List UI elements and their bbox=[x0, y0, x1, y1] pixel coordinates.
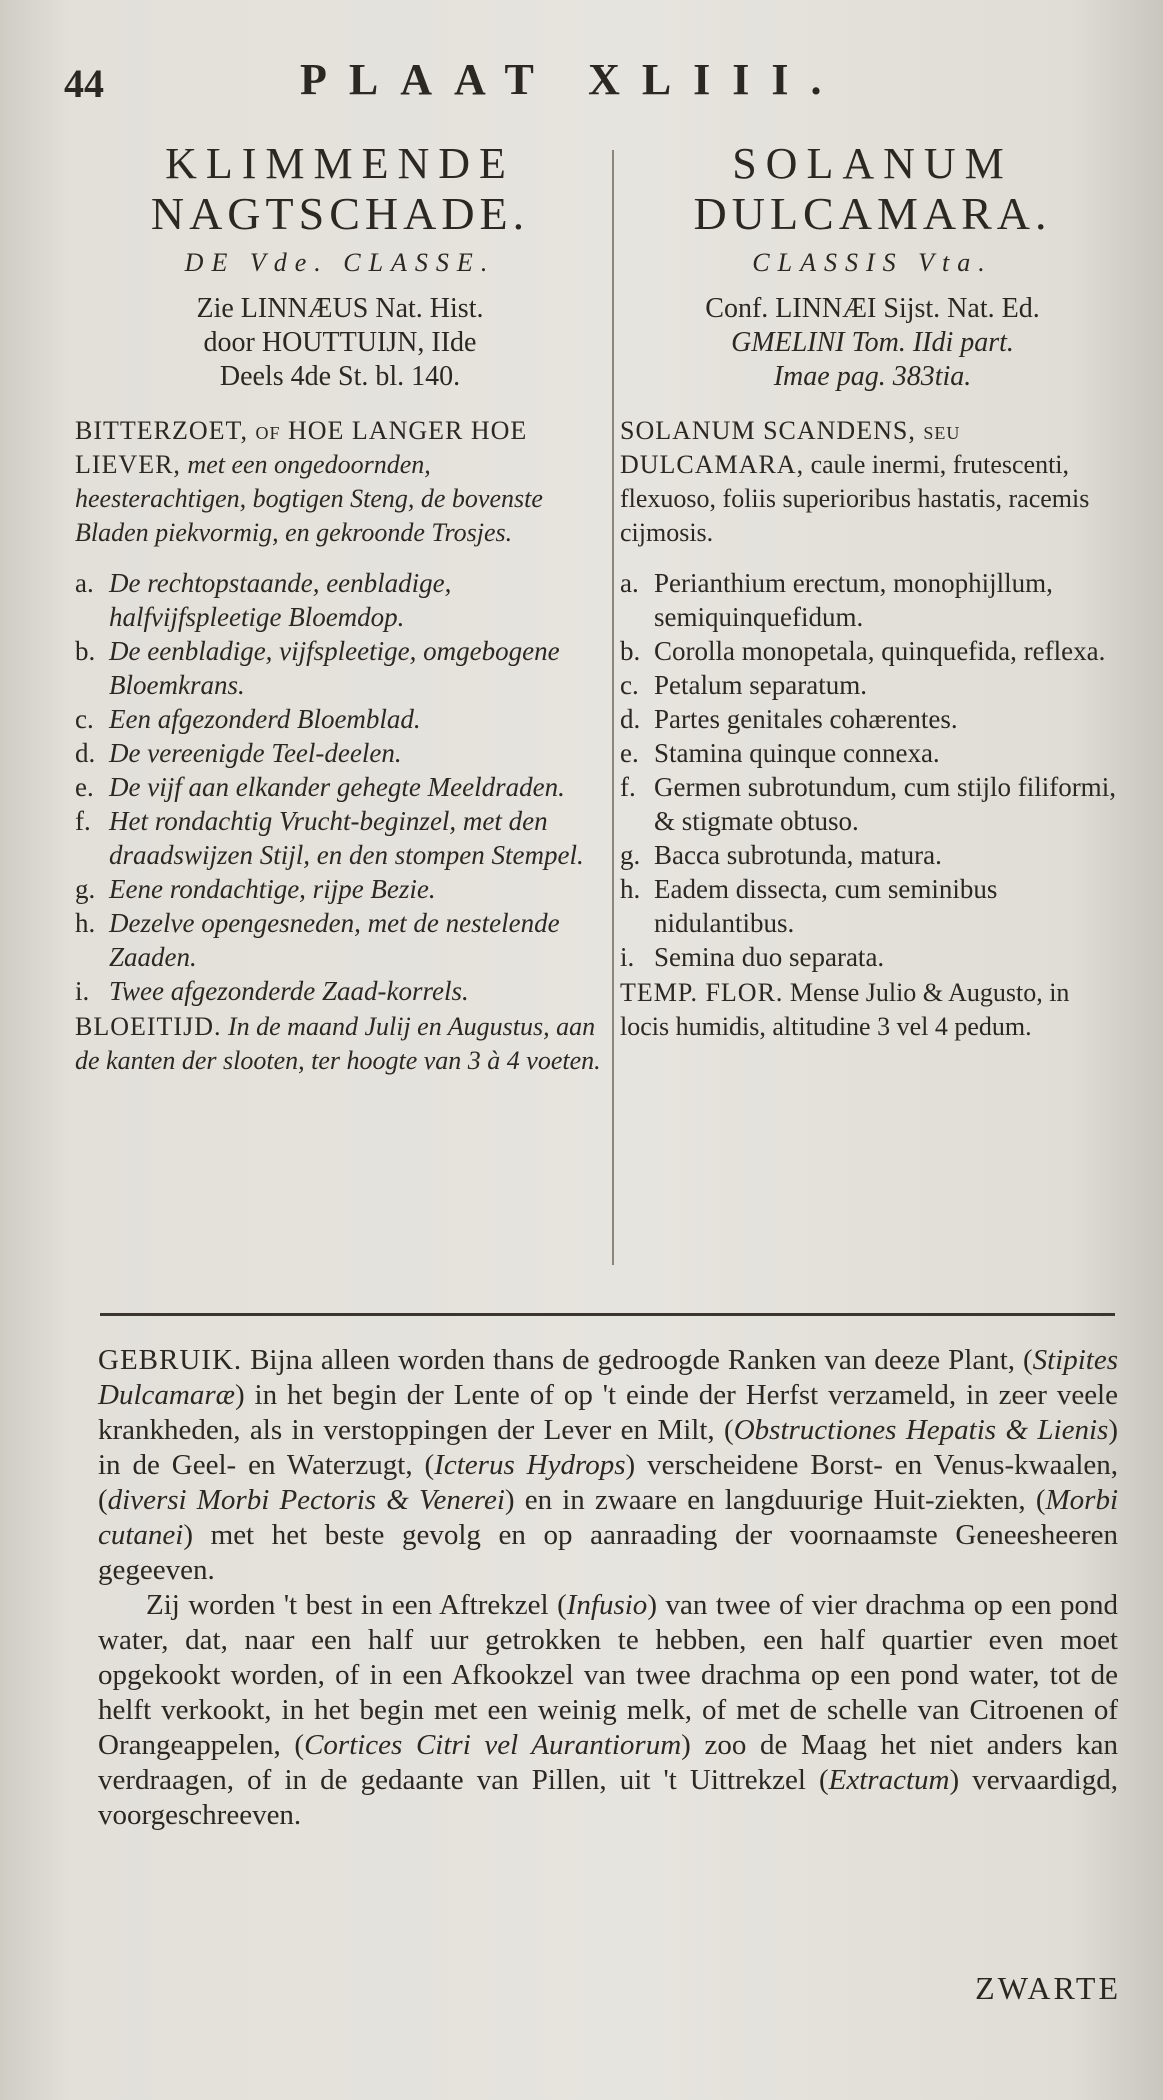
usage-text: ) vervaardigd, voorgeschreeven. bbox=[98, 1764, 1118, 1831]
item-label: e. bbox=[75, 772, 94, 802]
usage-text: ) zoo de Maag het niet anders kan verdraagen, of in de gedaante van Pillen, uit 't Uittrekzel ( bbox=[98, 1729, 1118, 1796]
latin-term: Obstructiones Hepatis & Lienis bbox=[733, 1414, 1109, 1446]
list-item bbox=[75, 736, 605, 770]
dutch-reference-line2: door HOUTTUIJN, IIde bbox=[203, 327, 477, 358]
latin-term: diversi Morbi Pectoris & Venerei bbox=[107, 1484, 505, 1516]
item-text: Corolla monopetala, quinquefida, reflexa. bbox=[654, 636, 1106, 666]
dutch-reference-line1: Zie LINNÆUS Nat. Hist. bbox=[196, 293, 484, 324]
latin-description bbox=[620, 414, 1125, 550]
flowering-label: BLOEITIJD. bbox=[75, 1012, 222, 1041]
item-text: Een afgezonderd Bloemblad. bbox=[109, 704, 421, 734]
usage-label: GEBRUIK. bbox=[98, 1344, 243, 1376]
list-item bbox=[620, 566, 1125, 634]
list-item bbox=[75, 566, 605, 634]
item-label: f. bbox=[75, 806, 91, 836]
latin-term: Infusio bbox=[566, 1589, 648, 1621]
item-text: Stamina quinque connexa. bbox=[654, 738, 940, 768]
item-text: Eadem dissecta, cum seminibus nidulantibus. bbox=[654, 874, 998, 938]
usage-text: Bijna alleen worden thans de gedroogde Ranken van deeze Plant, ( bbox=[242, 1344, 1033, 1376]
item-label: d. bbox=[75, 738, 96, 768]
latin-column bbox=[620, 140, 1125, 1044]
list-item bbox=[75, 634, 605, 702]
item-label: b. bbox=[620, 636, 641, 666]
dutch-name-line2: NAGTSCHADE. bbox=[150, 188, 530, 239]
column-divider bbox=[612, 150, 614, 1265]
item-text: Het rondachtig Vrucht-beginzel, met den draadswijzen Stijl, en den stompen Stempel. bbox=[109, 806, 584, 870]
plate-title: PLAAT XLIII. bbox=[300, 55, 844, 104]
catchword: ZWARTE bbox=[975, 1970, 1121, 2006]
dutch-reference-line3: Deels 4de St. bl. 140. bbox=[219, 361, 461, 392]
item-label: c. bbox=[620, 670, 639, 700]
item-text: Perianthium erectum, monophijllum, semiquinquefidum. bbox=[654, 568, 1053, 632]
list-item bbox=[75, 906, 605, 974]
item-label: f. bbox=[620, 772, 636, 802]
latin-figure-list bbox=[620, 566, 1125, 974]
dutch-description-text: met een ongedoornden, heesterachtigen, bogtigen Steng, de bovenste Bladen piekvormig, en gekroonde Trosjes. bbox=[75, 450, 543, 547]
dutch-description-lead: BITTERZOET, of HOE LANGER HOE LIEVER, bbox=[75, 416, 528, 479]
usage-text: ) in de Geel- en Waterzugt, ( bbox=[98, 1414, 1118, 1481]
latin-term: Icterus Hydrops bbox=[434, 1449, 626, 1481]
item-label: a. bbox=[620, 568, 639, 598]
item-label: i. bbox=[75, 976, 90, 1006]
section-rule bbox=[100, 1313, 1115, 1316]
item-label: g. bbox=[75, 874, 96, 904]
list-item bbox=[620, 872, 1125, 940]
dutch-column bbox=[75, 140, 605, 1078]
list-item bbox=[75, 770, 605, 804]
item-text: Germen subrotundum, cum stijlo filiformi, & stigmate obtuso. bbox=[654, 772, 1116, 836]
item-text: Petalum separatum. bbox=[654, 670, 867, 700]
list-item bbox=[620, 736, 1125, 770]
usage-section bbox=[98, 1343, 1118, 1833]
item-text: Bacca subrotunda, matura. bbox=[654, 840, 942, 870]
list-item bbox=[620, 838, 1125, 872]
item-label: c. bbox=[75, 704, 94, 734]
item-text: De eenbladige, vijfspleetige, omgebogene Bloemkrans. bbox=[109, 636, 560, 700]
usage-text: Zij worden 't best in een Aftrekzel ( bbox=[146, 1589, 567, 1621]
usage-paragraph-1 bbox=[98, 1343, 1118, 1588]
list-item bbox=[620, 940, 1125, 974]
usage-text: ) verscheidene Borst- en Venus-kwaalen, ( bbox=[98, 1449, 1118, 1516]
latin-description-lead: SOLANUM SCANDENS, seu DULCAMARA, bbox=[620, 416, 961, 479]
latin-term: Extractum bbox=[828, 1764, 950, 1796]
latin-term: Cortices Citri vel Aurantiorum bbox=[304, 1729, 682, 1761]
usage-text: ) met het beste gevolg en op aanraading der voornaamste Geneesheeren gegeeven. bbox=[98, 1519, 1118, 1586]
latin-reference-line1: Conf. LINNÆI Sijst. Nat. Ed. bbox=[705, 293, 1040, 324]
latin-reference-line2: GMELINI Tom. IIdi part. bbox=[731, 327, 1014, 358]
item-text: Partes genitales cohærentes. bbox=[654, 704, 958, 734]
flowering-text: Mense Julio & Augusto, in locis humidis, altitudine 3 vel 4 pedum. bbox=[620, 978, 1070, 1041]
item-text: Eene rondachtige, rijpe Bezie. bbox=[109, 874, 436, 904]
item-label: e. bbox=[620, 738, 639, 768]
item-text: Twee afgezonderde Zaad-korrels. bbox=[109, 976, 469, 1006]
item-label: i. bbox=[620, 942, 635, 972]
list-item bbox=[620, 770, 1125, 838]
item-text: De vereenigde Teel-deelen. bbox=[109, 738, 402, 768]
list-item bbox=[75, 702, 605, 736]
list-item bbox=[620, 702, 1125, 736]
dutch-figure-list bbox=[75, 566, 605, 1008]
latin-description-text: caule inermi, frutescenti, flexuoso, foliis superioribus hastatis, racemis cijmosis. bbox=[620, 450, 1090, 547]
usage-paragraph-2 bbox=[98, 1588, 1118, 1833]
list-item bbox=[75, 872, 605, 906]
latin-reference-line3: Imae pag. 383tia. bbox=[773, 361, 972, 392]
item-text: De rechtopstaande, eenbladige, halfvijfspleetige Bloemdop. bbox=[109, 568, 452, 632]
latin-flowering-time bbox=[620, 976, 1125, 1044]
item-label: a. bbox=[75, 568, 94, 598]
item-label: d. bbox=[620, 704, 641, 734]
flowering-label: TEMP. FLOR. bbox=[620, 978, 784, 1007]
list-item bbox=[620, 668, 1125, 702]
usage-text: ) van twee of vier drachma op een pond water, dat, naar een half uur getrokken te hebben, een half quartier even moet opgekookt worden, of in een Afkookzel van twee drachma op een pond water, tot de helft verkookt, in het begin met een weinig melk, of met de schelle van Citroenen of Orangeappelen, ( bbox=[98, 1589, 1119, 1761]
dutch-reference bbox=[75, 292, 605, 394]
latin-reference bbox=[620, 292, 1125, 394]
item-label: g. bbox=[620, 840, 641, 870]
usage-text: ) en in zwaare en langduurige Huit-ziekten, ( bbox=[504, 1484, 1046, 1516]
item-text: De vijf aan elkander gehegte Meeldraden. bbox=[109, 772, 565, 802]
item-text: Dezelve opengesneden, met de nestelende Zaaden. bbox=[109, 908, 560, 972]
item-text: Semina duo separata. bbox=[654, 942, 885, 972]
item-label: b. bbox=[75, 636, 96, 666]
latin-classis: CLASSIS Vta. bbox=[752, 248, 993, 277]
dutch-description bbox=[75, 414, 605, 550]
list-item bbox=[75, 804, 605, 872]
item-label: h. bbox=[75, 908, 96, 938]
latin-name-line2: DULCAMARA. bbox=[693, 188, 1052, 239]
list-item bbox=[620, 634, 1125, 668]
latin-name-line1: SOLANUM bbox=[732, 139, 1013, 188]
latin-term: Stipites Dulcamaræ bbox=[98, 1344, 1118, 1411]
usage-text: ) in het begin der Lente of op 't einde der Herfst verzameld, in zeer veele krankheden, als in verstoppingen der Lever en Milt, ( bbox=[98, 1379, 1118, 1446]
flowering-text: In de maand Julij en Augustus, aan de kanten der slooten, ter hoogte van 3 à 4 voeten. bbox=[75, 1012, 601, 1075]
dutch-classe: DE Vde. CLASSE. bbox=[184, 248, 496, 277]
dutch-name-line1: KLIMMENDE bbox=[165, 139, 515, 188]
latin-term: Morbi cutanei bbox=[98, 1484, 1118, 1551]
dutch-flowering-time bbox=[75, 1010, 605, 1078]
item-label: h. bbox=[620, 874, 641, 904]
list-item bbox=[75, 974, 605, 1008]
page-number: 44 bbox=[64, 61, 104, 106]
